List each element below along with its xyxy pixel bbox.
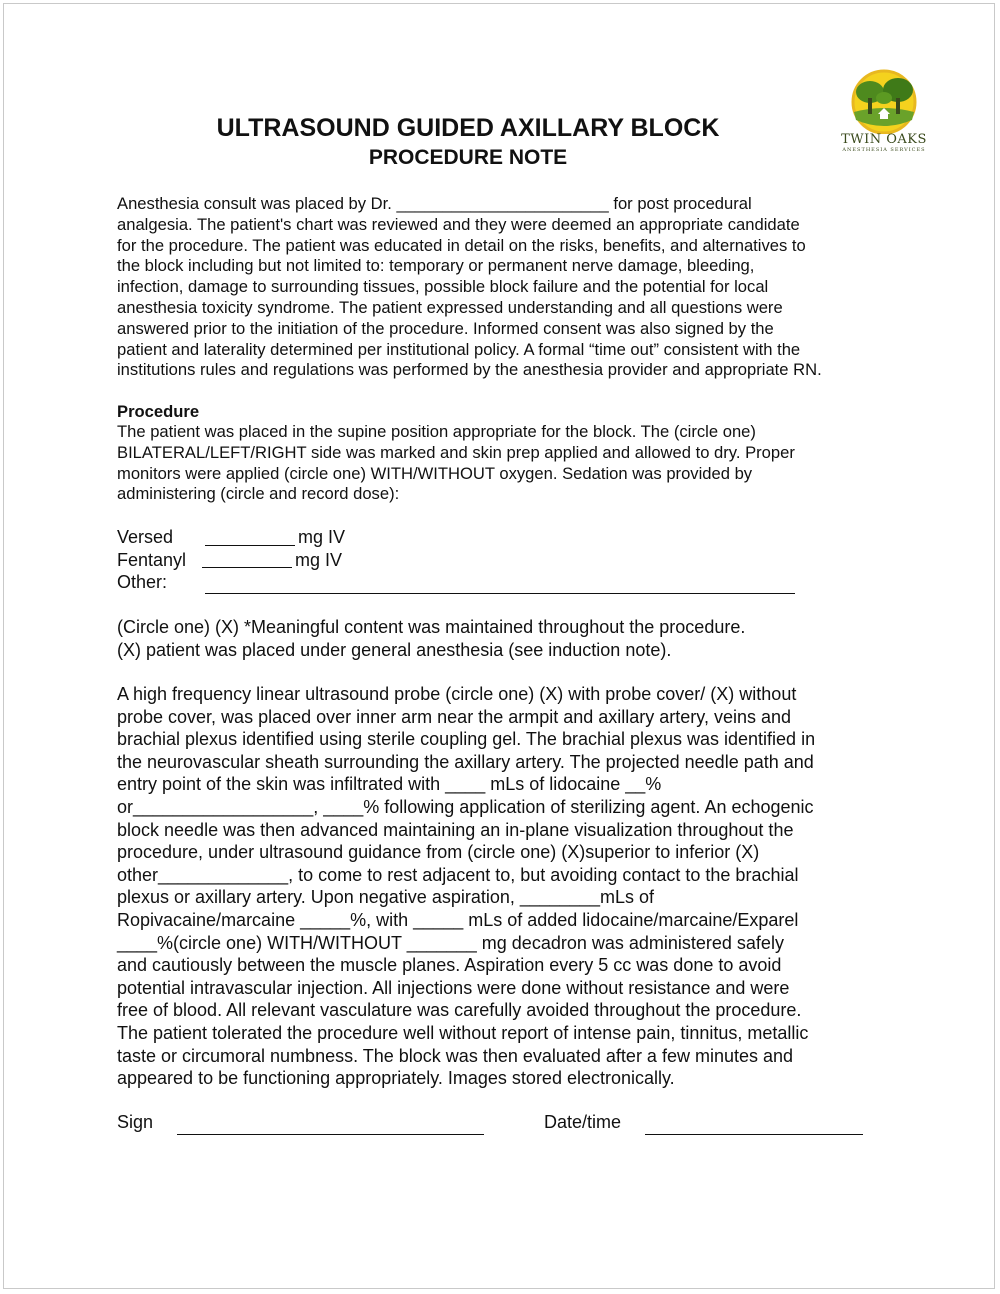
text-line: institutions rules and regulations was performed by the anesthesia provider and appropriate RN.	[117, 360, 822, 380]
logo-name: TWIN OAKS	[841, 132, 927, 147]
other-sedation-blank[interactable]	[205, 593, 795, 594]
signature-row	[117, 1112, 917, 1138]
text-line: (X) patient was placed under general anesthesia (see induction note).	[117, 639, 672, 660]
text-line: ____%(circle one) WITH/WITHOUT _______ mg decadron was administered safely	[117, 932, 784, 953]
text-line: The patient tolerated the procedure well without report of intense pain, tinnitus, metallic	[117, 1022, 809, 1043]
text-line: the block including but not limited to: temporary or permanent nerve damage, bleeding,	[117, 256, 755, 276]
text-line: (Circle one) (X) *Meaningful content was maintained throughout the procedure.	[117, 617, 746, 637]
procedure-paragraph	[117, 422, 907, 505]
technique-paragraph	[117, 683, 907, 1090]
consult-paragraph	[117, 194, 907, 381]
text-line: potential intravascular injection. All injections were done without resistance and were	[117, 977, 790, 998]
date-time-label: Date/time	[544, 1112, 622, 1132]
text-line: other_____________, to come to rest adjacent to, but avoiding contact to the brachial	[117, 864, 799, 885]
text-line: infection, damage to surrounding tissues, possible block failure and the potential for local	[117, 277, 769, 297]
text-line: Ropivacaine/marcaine _____%, with _____ mLs of added lidocaine/marcaine/Exparel	[117, 909, 799, 930]
text-line: the neurovascular sheath surrounding the axillary artery. The projected needle path and	[117, 751, 814, 772]
sedation-drug-label: Fentanyl	[117, 549, 187, 570]
versed-dose-blank[interactable]	[205, 545, 295, 546]
text-line: for the procedure. The patient was educated in detail on the risks, benefits, and alternatives to	[117, 235, 806, 255]
fentanyl-dose-blank[interactable]	[202, 567, 292, 568]
sedation-unit: mg IV	[298, 527, 346, 547]
text-line: administering (circle and record dose):	[117, 484, 400, 504]
consciousness-paragraph	[117, 616, 907, 661]
text-line: plexus or axillary artery. Upon negative aspiration, ________mLs of	[117, 887, 654, 908]
sign-label: Sign	[117, 1112, 154, 1132]
text-line: appeared to be functioning appropriately. Images stored electronically.	[117, 1068, 675, 1089]
document-title: ULTRASOUND GUIDED AXILLARY BLOCK	[216, 114, 720, 142]
sedation-unit: mg IV	[295, 549, 343, 570]
text-line: probe cover, was placed over inner arm near the armpit and axillary artery, veins and	[117, 706, 791, 727]
text-line: free of blood. All relevant vasculature was carefully avoided throughout the procedure.	[117, 1000, 802, 1021]
text-line: block needle was then advanced maintaining an in-plane visualization throughout the	[117, 819, 794, 840]
text-line: answered prior to the initiation of the procedure. Informed consent was also signed by the	[117, 318, 774, 338]
document-subtitle: PROCEDURE NOTE	[368, 146, 568, 169]
sedation-drug-label: Other:	[117, 572, 168, 592]
text-line: or__________________, ____% following application of sterilizing agent. An echogenic	[117, 796, 814, 817]
text-line: BILATERAL/LEFT/RIGHT side was marked and skin prep applied and allowed to dry. Proper	[117, 442, 795, 462]
text-line: Anesthesia consult was placed by Dr. _______________________ for post procedural	[117, 194, 752, 213]
text-line: procedure, under ultrasound guidance from (circle one) (X)superior to inferior (X)	[117, 842, 760, 863]
sedation-drug-label: Versed	[117, 527, 174, 547]
signature-line[interactable]	[177, 1134, 484, 1135]
logo-subtitle: ANESTHESIA SERVICES	[842, 147, 926, 153]
procedure-heading: Procedure	[117, 402, 200, 421]
text-line: patient and laterality determined per institutional policy. A formal “time out” consistent with the	[117, 339, 801, 359]
date-time-line[interactable]	[645, 1134, 863, 1135]
text-line: The patient was placed in the supine position appropriate for the block. The (circle one)	[117, 422, 756, 441]
text-line: anesthesia toxicity syndrome. The patient expressed understanding and all questions were	[117, 297, 783, 317]
text-line: monitors were applied (circle one) WITH/WITHOUT oxygen. Sedation was provided by	[117, 463, 753, 483]
text-line: entry point of the skin was infiltrated with ____ mLs of lidocaine __%	[117, 774, 662, 795]
text-line: and cautiously between the muscle planes. Aspiration every 5 cc was done to avoid	[117, 955, 782, 976]
text-line: brachial plexus identified using sterile coupling gel. The brachial plexus was identified in	[117, 729, 816, 750]
text-line: analgesia. The patient's chart was reviewed and they were deemed an appropriate candidate	[117, 214, 800, 234]
text-line: A high frequency linear ultrasound probe (circle one) (X) with probe cover/ (X) without	[117, 684, 797, 704]
text-line: taste or circumoral numbness. The block was then evaluated after a few minutes and	[117, 1045, 794, 1066]
